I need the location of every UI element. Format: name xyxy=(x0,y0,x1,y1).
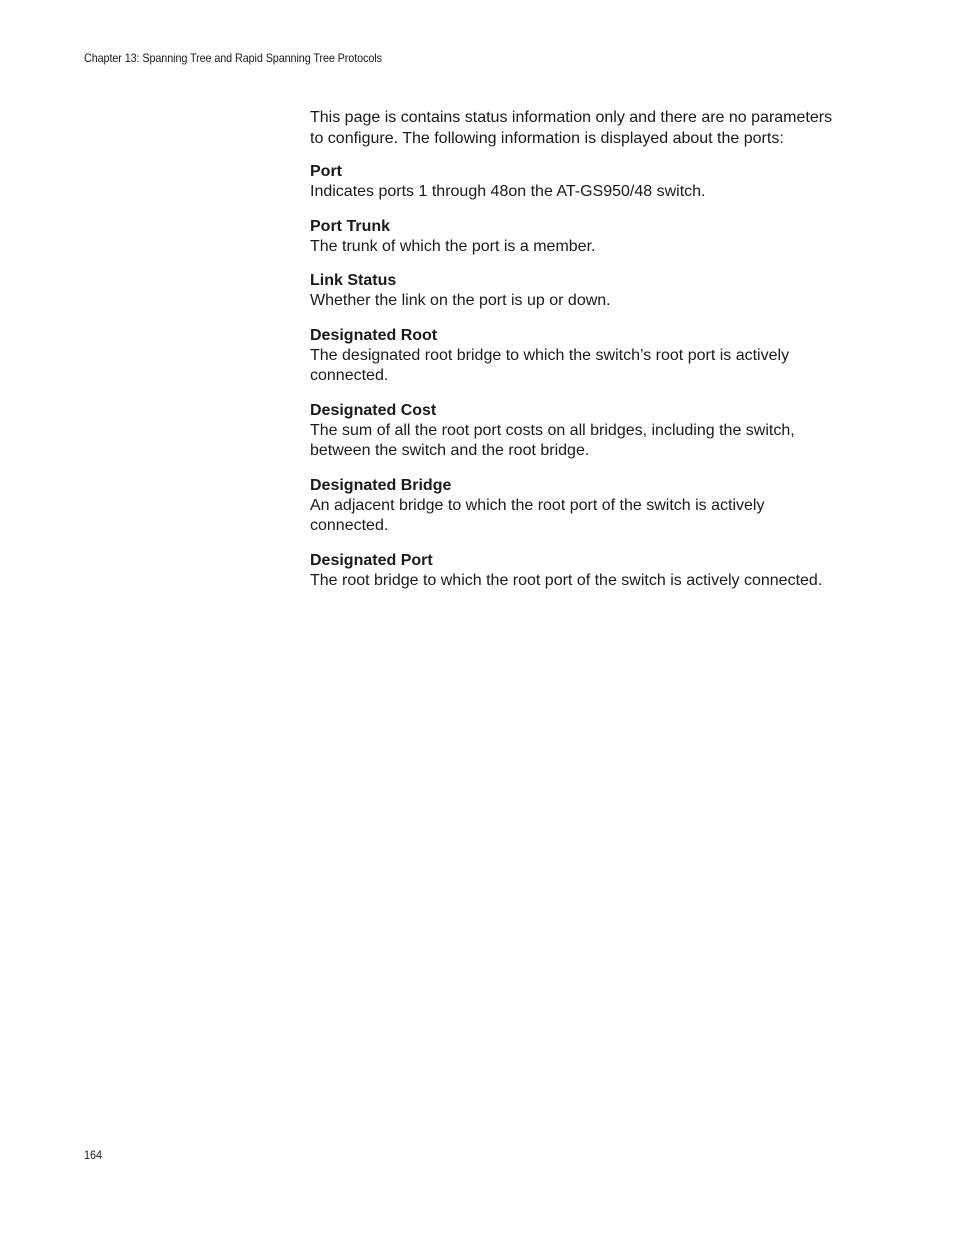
page-number: 164 xyxy=(84,1148,103,1162)
term-designated-root xyxy=(310,326,840,387)
term-description: The root bridge to which the root port of the switch is actively connected. xyxy=(310,571,823,589)
term-description: Indicates ports 1 through 48on the AT-GS950/48 switch. xyxy=(310,183,706,200)
page-content xyxy=(310,108,840,605)
term-designated-port xyxy=(310,551,840,592)
term-title: Designated Bridge xyxy=(310,476,452,494)
term-designated-cost xyxy=(310,401,840,462)
term-title: Link Status xyxy=(310,272,397,289)
term-title: Port xyxy=(310,163,342,180)
term-description: The sum of all the root port costs on all bridges, including the switch, between the switch and the root bridge. xyxy=(310,421,795,459)
term-link-status xyxy=(310,271,840,312)
running-header: Chapter 13: Spanning Tree and Rapid Spanning Tree Protocols xyxy=(84,51,382,65)
term-title: Designated Root xyxy=(310,326,438,344)
term-designated-bridge xyxy=(310,476,840,537)
term-description: An adjacent bridge to which the root port of the switch is actively connected. xyxy=(310,496,765,534)
term-description: The trunk of which the port is a member. xyxy=(310,237,596,255)
term-port-trunk xyxy=(310,217,840,258)
intro-paragraph: This page is contains status information only and there are no parameters to configure. The following information is displayed about the ports: xyxy=(310,109,833,147)
term-title: Designated Cost xyxy=(310,401,437,419)
term-port xyxy=(310,162,840,203)
term-title: Port Trunk xyxy=(310,217,391,235)
term-description: Whether the link on the port is up or down. xyxy=(310,292,611,309)
term-title: Designated Port xyxy=(310,551,433,569)
term-description: The designated root bridge to which the switch’s root port is actively connected. xyxy=(310,346,790,384)
